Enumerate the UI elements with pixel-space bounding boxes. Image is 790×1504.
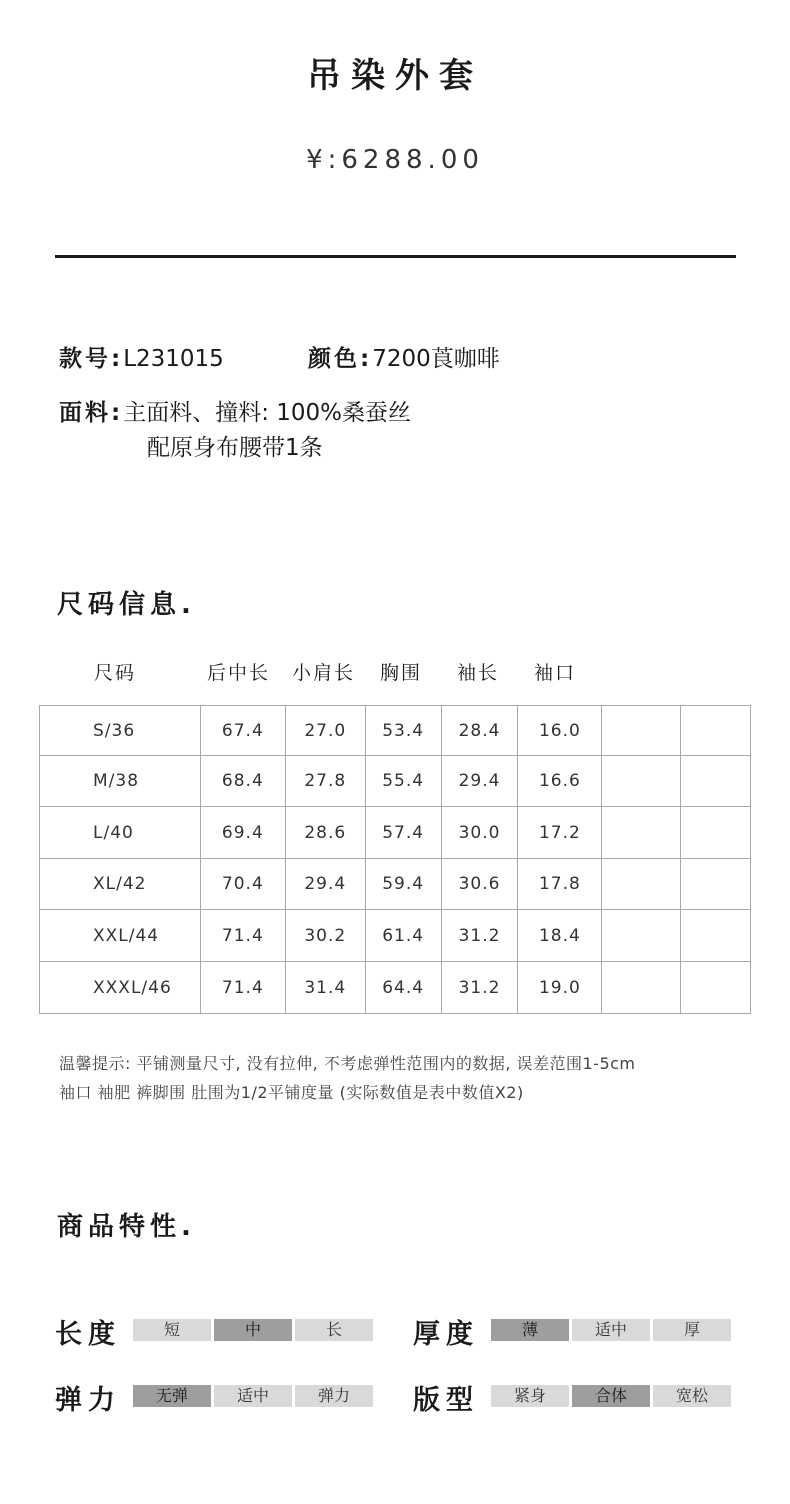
table-row [40, 756, 751, 807]
elasticity-option-medium: 适中 [214, 1385, 292, 1407]
cuff-cell: 16.6 [518, 756, 602, 807]
table-row [40, 859, 751, 910]
empty-cell [602, 859, 681, 910]
fabric-label: 面料: [59, 400, 124, 426]
size-cell: XXL/44 [40, 910, 201, 962]
size-header-back-length: 后中长 [207, 662, 271, 684]
fabric-value: 主面料、撞料: 100%桑蚕丝 [123, 400, 412, 426]
thickness-option-thick: 厚 [653, 1319, 731, 1341]
table-row [40, 807, 751, 859]
table-row [40, 706, 751, 756]
chest-cell: 61.4 [365, 910, 441, 962]
chest-cell: 59.4 [365, 859, 441, 910]
shoulder-cell: 27.8 [285, 756, 365, 807]
fabric-info [59, 397, 411, 429]
chest-cell: 64.4 [365, 962, 441, 1014]
shoulder-cell: 31.4 [285, 962, 365, 1014]
back-length-cell: 68.4 [200, 756, 285, 807]
empty-cell [681, 910, 751, 962]
sleeve-length-cell: 30.6 [441, 859, 518, 910]
length-option-short: 短 [133, 1319, 211, 1341]
shoulder-cell: 30.2 [285, 910, 365, 962]
empty-cell [681, 706, 751, 756]
cuff-cell: 17.2 [518, 807, 602, 859]
feature-label-elasticity: 弹力 [55, 1385, 121, 1416]
empty-cell [602, 756, 681, 807]
feature-label-thickness: 厚度 [413, 1319, 479, 1350]
back-length-cell: 71.4 [200, 910, 285, 962]
color-label: 颜色: [308, 346, 373, 372]
size-cell: XXXL/46 [40, 962, 201, 1014]
length-option-medium: 中 [214, 1319, 292, 1341]
style-number-value: L231015 [123, 346, 224, 372]
elasticity-option-stretch: 弹力 [295, 1385, 373, 1407]
feature-label-fit: 版型 [413, 1385, 479, 1416]
shoulder-cell: 28.6 [285, 807, 365, 859]
size-header-shoulder: 小肩长 [292, 662, 356, 684]
cuff-cell: 18.4 [518, 910, 602, 962]
measurement-note-detail: 袖口 袖肥 裤脚围 肚围为1/2平铺度量 (实际数值是表中数值X2) [59, 1083, 524, 1102]
style-number [59, 340, 224, 373]
product-title: 吊染外套 [307, 56, 483, 96]
color-value: 7200莨咖啡 [372, 346, 500, 372]
length-option-long: 长 [295, 1319, 373, 1341]
empty-cell [681, 859, 751, 910]
size-cell: M/38 [40, 756, 201, 807]
fit-option-slim: 紧身 [491, 1385, 569, 1407]
size-header-size: 尺码 [94, 662, 137, 684]
sleeve-length-cell: 31.2 [441, 910, 518, 962]
size-cell: L/40 [40, 807, 201, 859]
size-table [39, 705, 751, 1014]
chest-cell: 53.4 [365, 706, 441, 756]
sleeve-length-cell: 29.4 [441, 756, 518, 807]
empty-cell [681, 756, 751, 807]
table-row [40, 910, 751, 962]
empty-cell [681, 807, 751, 859]
sleeve-length-cell: 31.2 [441, 962, 518, 1014]
fit-option-loose: 宽松 [653, 1385, 731, 1407]
chest-cell: 57.4 [365, 807, 441, 859]
cuff-cell: 16.0 [518, 706, 602, 756]
back-length-cell: 69.4 [200, 807, 285, 859]
product-price: ¥:6288.00 [306, 145, 484, 175]
size-cell: XL/42 [40, 859, 201, 910]
back-length-cell: 67.4 [200, 706, 285, 756]
fabric-extra: 配原身布腰带1条 [147, 435, 323, 461]
empty-cell [602, 910, 681, 962]
measurement-note: 温馨提示: 平铺测量尺寸, 没有拉伸, 不考虑弹性范围内的数据, 误差范围1-5cm [59, 1054, 636, 1073]
back-length-cell: 71.4 [200, 962, 285, 1014]
style-number-label: 款号: [59, 346, 124, 372]
size-header-cuff: 袖口 [534, 662, 577, 684]
back-length-cell: 70.4 [200, 859, 285, 910]
shoulder-cell: 27.0 [285, 706, 365, 756]
color-info [308, 340, 500, 373]
cuff-cell: 17.8 [518, 859, 602, 910]
empty-cell [602, 807, 681, 859]
shoulder-cell: 29.4 [285, 859, 365, 910]
feature-section-title: 商品特性. [57, 1212, 196, 1242]
empty-cell [602, 706, 681, 756]
sleeve-length-cell: 30.0 [441, 807, 518, 859]
size-header-sleeve-length: 袖长 [457, 662, 500, 684]
feature-label-length: 长度 [55, 1319, 121, 1350]
size-section-title: 尺码信息. [57, 590, 196, 620]
table-row [40, 962, 751, 1014]
thickness-option-thin: 薄 [491, 1319, 569, 1341]
fit-option-regular: 合体 [572, 1385, 650, 1407]
elasticity-option-none: 无弹 [133, 1385, 211, 1407]
thickness-option-medium: 适中 [572, 1319, 650, 1341]
divider-line [55, 255, 736, 258]
empty-cell [602, 962, 681, 1014]
cuff-cell: 19.0 [518, 962, 602, 1014]
empty-cell [681, 962, 751, 1014]
size-header-chest: 胸围 [380, 662, 423, 684]
sleeve-length-cell: 28.4 [441, 706, 518, 756]
size-cell: S/36 [40, 706, 201, 756]
chest-cell: 55.4 [365, 756, 441, 807]
